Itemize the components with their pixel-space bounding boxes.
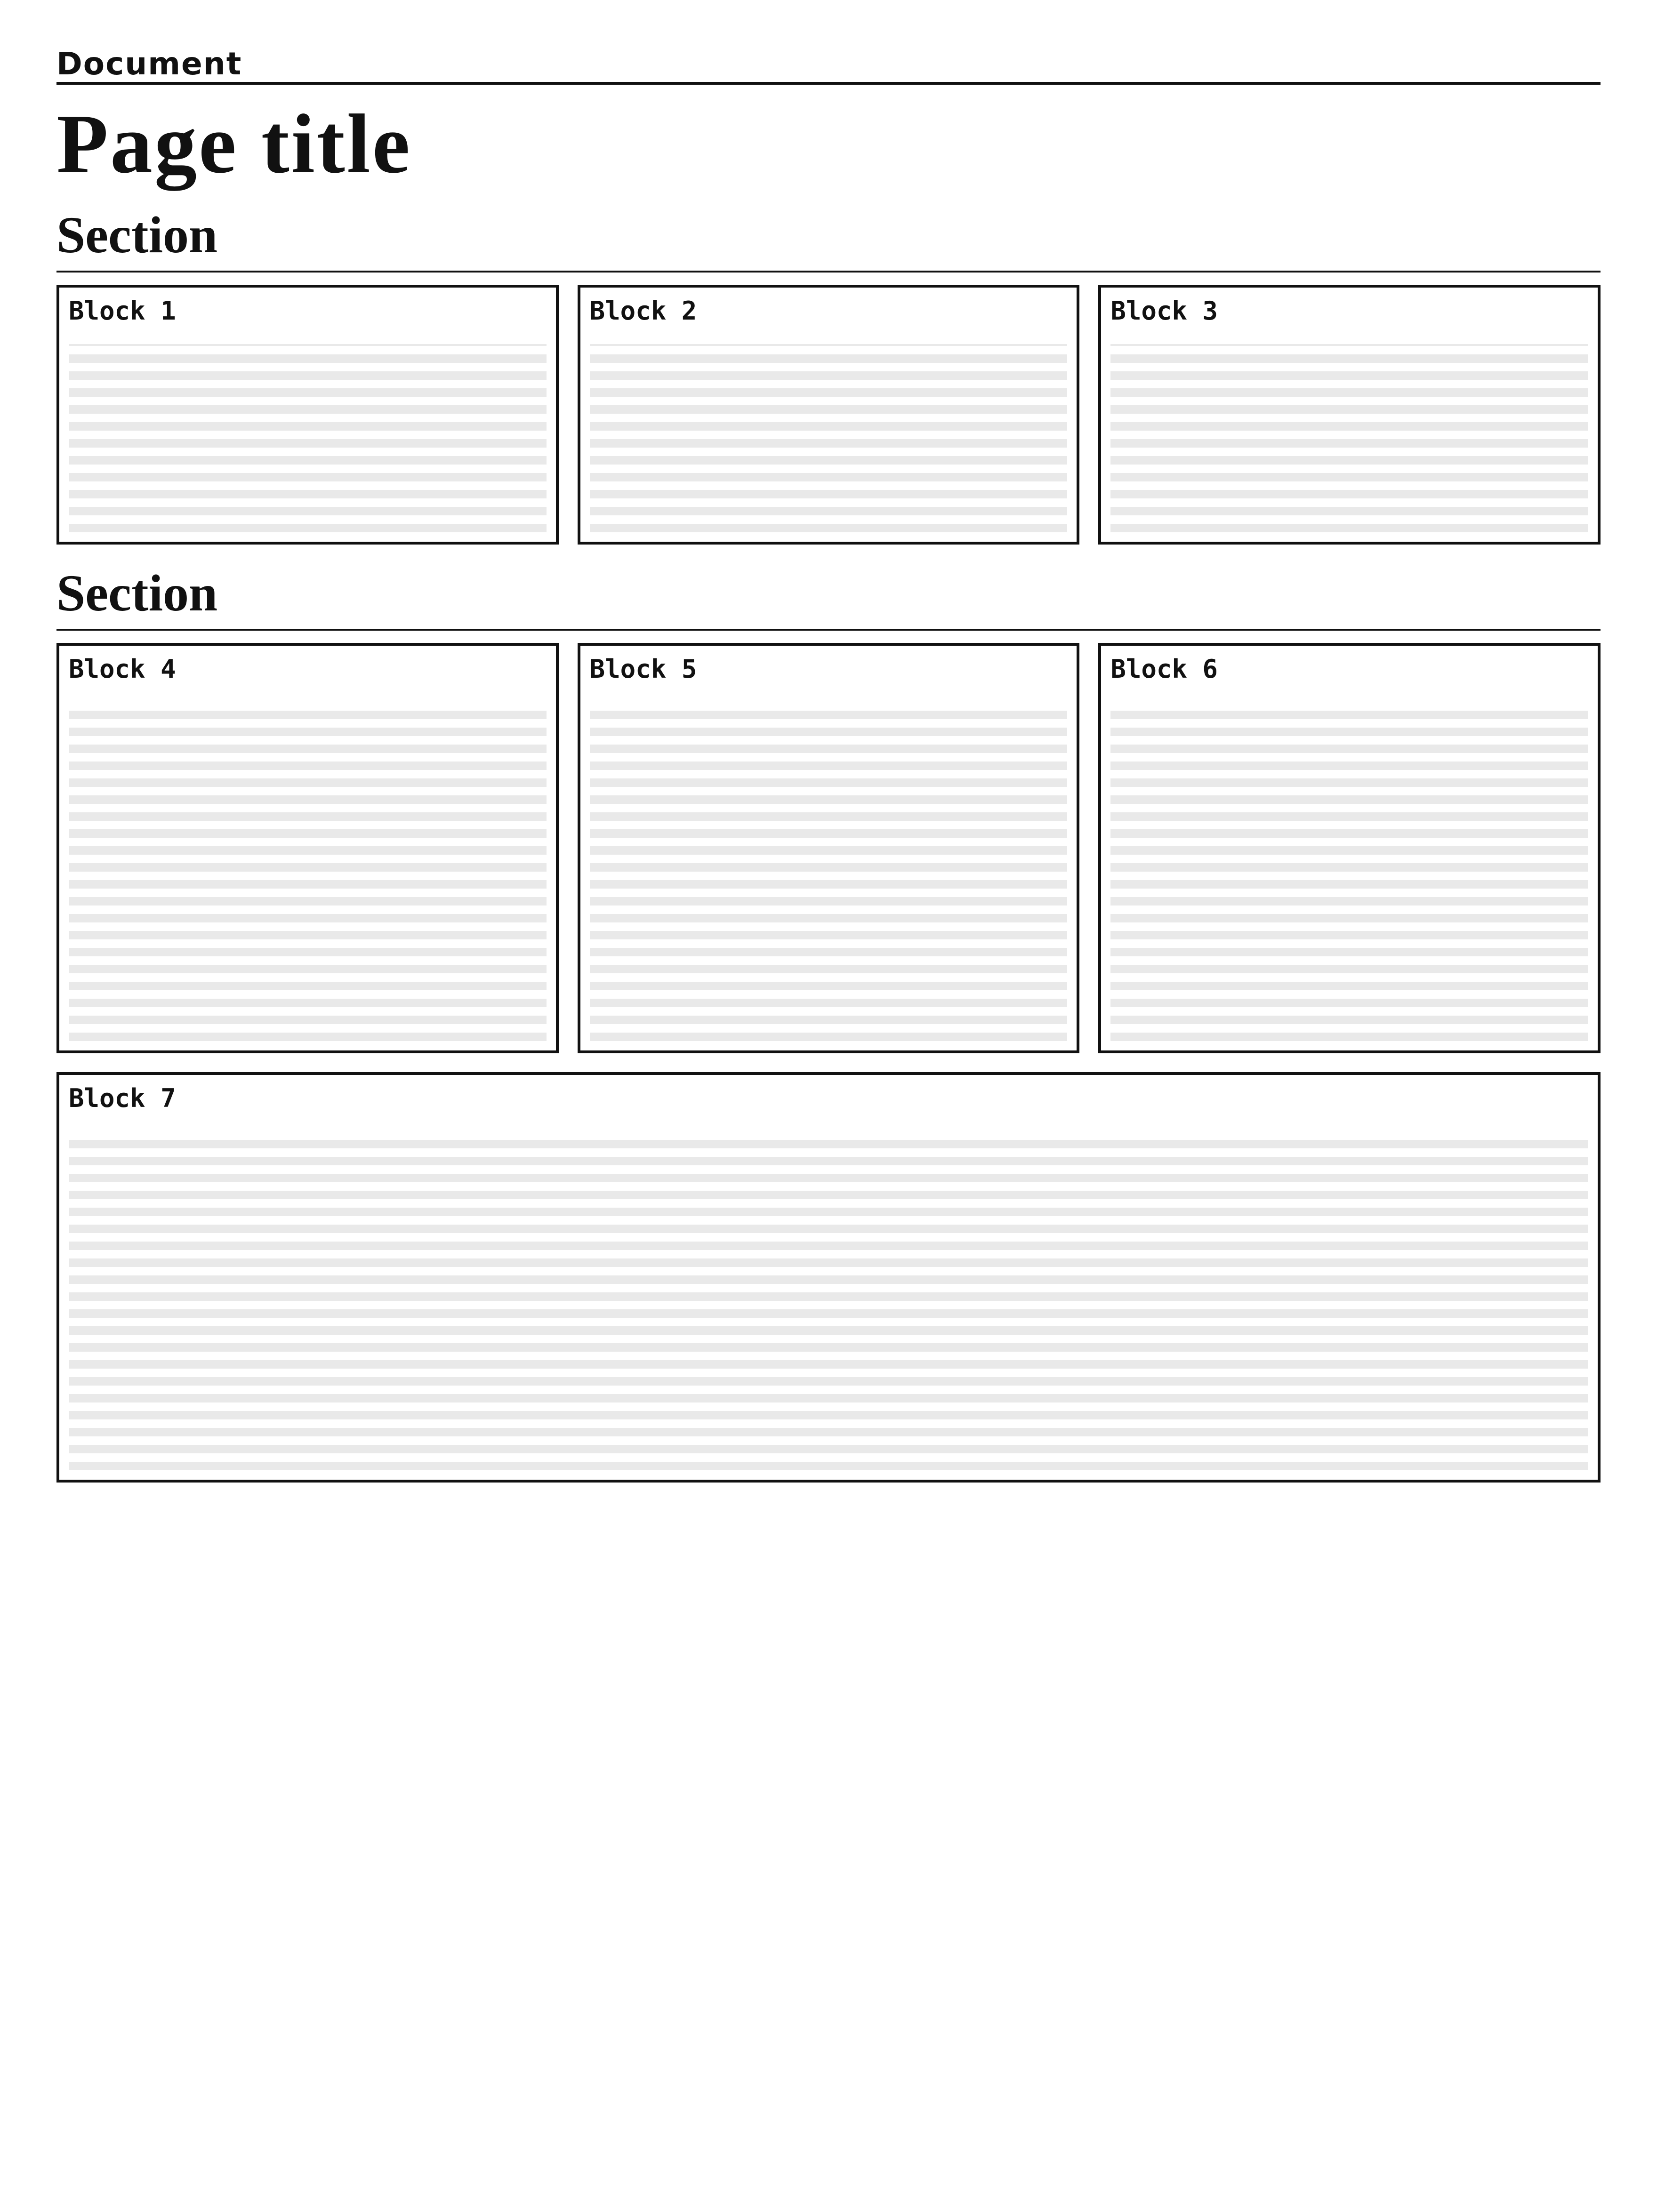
- section-1-heading: Section: [56, 205, 1601, 272]
- content-block-5-fill: [590, 702, 1068, 1041]
- content-block-1-fill: [69, 344, 547, 532]
- content-block-6: [1098, 643, 1601, 1053]
- content-block-7: [56, 1072, 1601, 1483]
- content-block-7-fill: [69, 1131, 1588, 1470]
- section-3: [56, 1072, 1601, 1483]
- content-block-4-fill: [69, 702, 547, 1041]
- content-block-3-label: Block 3: [1110, 296, 1218, 326]
- content-block-2-fill: [590, 344, 1068, 532]
- content-block-6-fill: [1110, 702, 1588, 1041]
- content-block-4: [56, 643, 559, 1053]
- section-1: [56, 205, 1601, 545]
- section-2-heading: Section: [56, 563, 1601, 631]
- masthead: Document: [56, 46, 242, 82]
- content-block-5-label: Block 5: [589, 654, 697, 684]
- content-block-2: [578, 285, 1080, 545]
- content-block-2-label: Block 2: [589, 296, 697, 326]
- content-block-4-label: Block 4: [69, 654, 176, 684]
- section-1-grid: [56, 285, 1601, 545]
- section-2: [56, 563, 1601, 1053]
- content-block-6-label: Block 6: [1110, 654, 1218, 684]
- content-block-1: [56, 285, 559, 545]
- content-block-5: [578, 643, 1080, 1053]
- section-2-grid: [56, 643, 1601, 1053]
- content-block-3: [1098, 285, 1601, 545]
- content-block-3-fill: [1110, 344, 1588, 532]
- content-block-1-label: Block 1: [69, 296, 176, 326]
- header-bar: [56, 42, 1601, 85]
- content-block-7-label: Block 7: [69, 1083, 176, 1113]
- page-title: Page title: [56, 97, 412, 191]
